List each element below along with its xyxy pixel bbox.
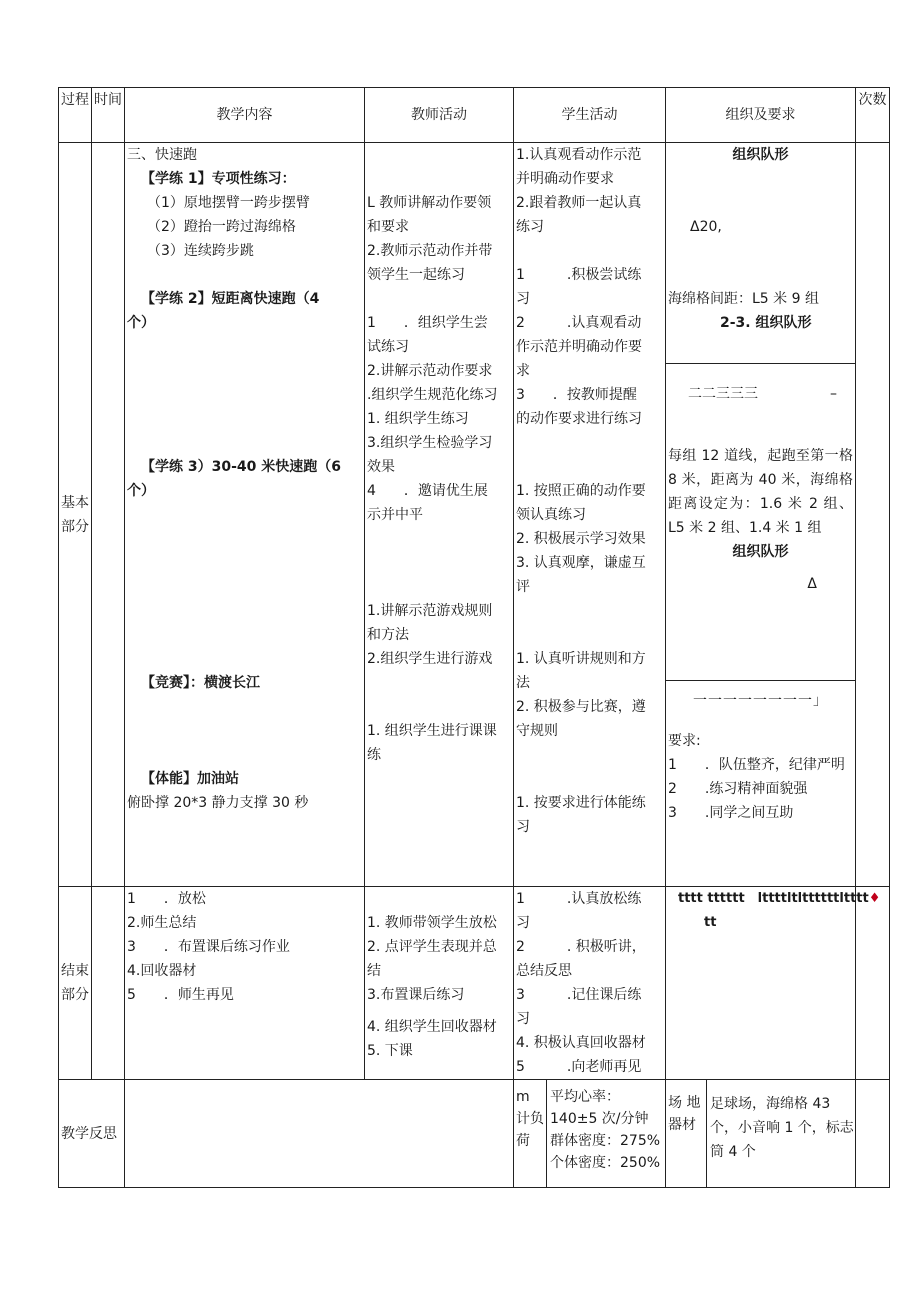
venue-detail: 足球场，海绵格 43 个，小音响 1 个，标志筒 4 个 bbox=[710, 1096, 854, 1160]
student-line: 2. 积极展示学习效果 bbox=[516, 531, 646, 547]
ending-student-cell bbox=[514, 887, 666, 1080]
ending-student-line: 1 .认真放松练 bbox=[516, 891, 642, 907]
ending-teacher-line: 4. 组织学生回收器材 bbox=[367, 1019, 497, 1035]
student-line: 习 bbox=[516, 819, 530, 835]
teacher-line: 和要求 bbox=[367, 219, 409, 235]
load-cell bbox=[514, 1080, 666, 1188]
requirement-item: 3 .同学之间互助 bbox=[668, 805, 794, 821]
basic-student-cell bbox=[514, 143, 666, 887]
line-marks: 一一一一一一一一」 bbox=[693, 693, 828, 709]
ending-content-line: 4.回收器材 bbox=[127, 963, 197, 979]
drill1-title: 【学练 1】专项性练习： bbox=[141, 171, 296, 187]
requirement-item: 2 .练习精神面貌强 bbox=[668, 781, 808, 797]
student-line: 领认真练习 bbox=[516, 507, 586, 523]
student-line: 法 bbox=[516, 675, 530, 691]
student-line: 练习 bbox=[516, 219, 544, 235]
ending-teacher-line: 3.布置课后练习 bbox=[367, 987, 465, 1003]
student-line: 1. 按要求进行体能练 bbox=[516, 795, 646, 811]
heart-rate: 平均心率：140±5 次/分钟 bbox=[550, 1089, 649, 1127]
basic-count-cell bbox=[856, 143, 890, 887]
game-title: 【竞赛】：横渡长江 bbox=[141, 675, 260, 691]
ending-teacher-line: 5. 下课 bbox=[367, 1043, 413, 1059]
ending-content-cell bbox=[125, 887, 365, 1080]
student-line: 3 ．按教师提醒 bbox=[516, 387, 637, 403]
ending-content-line: 2.师生总结 bbox=[127, 915, 197, 931]
teacher-line: 4 ．邀请优生展 bbox=[367, 483, 488, 499]
drill2-title: 【学练 2】短距离快速跑（4 bbox=[141, 291, 320, 307]
triangle-marker: Δ20, bbox=[690, 219, 722, 235]
formation-title: 组织队形 bbox=[732, 544, 789, 560]
teacher-line: .组织学生规范化练习 bbox=[367, 387, 498, 403]
teacher-line: 2.组织学生进行游戏 bbox=[367, 651, 493, 667]
diamond-icon: ♦ bbox=[868, 891, 881, 906]
header-row bbox=[59, 88, 890, 143]
teacher-line: 3.组织学生检验学习 bbox=[367, 435, 493, 451]
teacher-line: 练 bbox=[367, 747, 381, 763]
load-values bbox=[547, 1080, 665, 1187]
teacher-line: 和方法 bbox=[367, 627, 409, 643]
student-line: 并明确动作要求 bbox=[516, 171, 614, 187]
student-line: 习 bbox=[516, 291, 530, 307]
teacher-line: 2.讲解示范动作要求 bbox=[367, 363, 493, 379]
student-line: 评 bbox=[516, 579, 530, 595]
reflection-row bbox=[59, 1080, 890, 1188]
venue-label: 场 地器材 bbox=[666, 1080, 707, 1187]
student-line: 作示范并明确动作要 bbox=[516, 339, 642, 355]
header-process: 过程 bbox=[59, 88, 92, 143]
student-line: 的动作要求进行练习 bbox=[516, 411, 642, 427]
ending-student-line: 习 bbox=[516, 915, 530, 931]
requirement-title: 要求: bbox=[668, 733, 701, 749]
ending-label: 结束 部分 bbox=[59, 887, 92, 1080]
student-line: 1.认真观看动作示范 bbox=[516, 147, 642, 163]
relax-formation: tttt tttttt lttttltlttttttltttt♦ bbox=[678, 891, 881, 906]
teacher-line: 2.教师示范动作并带 bbox=[367, 243, 493, 259]
ending-student-line: 总结反思 bbox=[516, 963, 572, 979]
fitness-detail: 俯卧撑 20*3 静力支撑 30 秒 bbox=[127, 795, 309, 811]
student-line: 2 .认真观看动 bbox=[516, 315, 642, 331]
relax-formation-row2: tt bbox=[704, 915, 717, 930]
basic-content-cell bbox=[125, 143, 365, 887]
student-line: 1. 按照正确的动作要 bbox=[516, 483, 646, 499]
ending-section-row bbox=[59, 887, 890, 1080]
student-line: 3. 认真观摩，谦虚互 bbox=[516, 555, 646, 571]
teacher-line: 效果 bbox=[367, 459, 395, 475]
basic-organization-cell bbox=[666, 143, 856, 887]
ending-content-line: 3 ．布置课后练习作业 bbox=[127, 939, 290, 955]
teacher-line: 示并中平 bbox=[367, 507, 423, 523]
ending-student-line: 习 bbox=[516, 1011, 530, 1027]
teacher-line: 1 ．组织学生尝 bbox=[367, 315, 488, 331]
teacher-line: 1.讲解示范游戏规则 bbox=[367, 603, 493, 619]
student-line: 守规则 bbox=[516, 723, 558, 739]
drill2-tail: 个） bbox=[127, 315, 155, 331]
drill1-item: （2）蹬抬一跨过海绵格 bbox=[147, 219, 296, 235]
section-title: 三、快速跑 bbox=[127, 147, 197, 163]
ending-count-cell bbox=[856, 887, 890, 1080]
ending-student-line: 5 .向老师再见 bbox=[516, 1059, 642, 1075]
basic-time-cell bbox=[92, 143, 125, 887]
ending-teacher-line: 1. 教师带领学生放松 bbox=[367, 915, 497, 931]
header-student: 学生活动 bbox=[514, 88, 666, 143]
sponge-spacing: 海绵格间距：L5 米 9 组 bbox=[668, 291, 819, 307]
header-count: 次数 bbox=[856, 88, 890, 143]
basic-section-row bbox=[59, 143, 890, 887]
teacher-line: 1. 组织学生练习 bbox=[367, 411, 469, 427]
student-line: 2. 积极参与比赛，遵 bbox=[516, 699, 646, 715]
load-label: m 计负荷 bbox=[514, 1080, 547, 1187]
triangle-marker: Δ bbox=[807, 576, 817, 592]
reflection-count-cell bbox=[856, 1080, 890, 1188]
ending-teacher-line: 2. 点评学生表现并总 bbox=[367, 939, 497, 955]
venue-cell bbox=[666, 1080, 856, 1188]
header-teacher: 教师活动 bbox=[365, 88, 514, 143]
org-detail: 每组 12 道线，起跑至第一格 8 米，距离为 40 米，海绵格距离设定为：1.6 米 2 组、L5 米 2 组、1.4 米 1 组 bbox=[668, 448, 853, 536]
ending-student-line: 4. 积极认真回收器材 bbox=[516, 1035, 646, 1051]
drill3-tail: 个） bbox=[127, 483, 155, 499]
header-organization: 组织及要求 bbox=[666, 88, 856, 143]
teacher-line: 1. 组织学生进行课课 bbox=[367, 723, 497, 739]
ending-content-line: 5 ．师生再见 bbox=[127, 987, 234, 1003]
header-time: 时间 bbox=[92, 88, 125, 143]
teacher-line: 领学生一起练习 bbox=[367, 267, 465, 283]
reflection-body bbox=[125, 1080, 514, 1188]
ending-organization-cell bbox=[666, 887, 881, 1080]
teacher-line: 试练习 bbox=[367, 339, 409, 355]
reflection-label: 教学反思 bbox=[59, 1080, 125, 1188]
ending-time-cell bbox=[92, 887, 125, 1080]
requirement-item: 1 ．队伍整齐，纪律严明 bbox=[668, 757, 845, 773]
formation-title: 2-3. 组织队形 bbox=[720, 315, 812, 331]
lesson-plan-table bbox=[58, 87, 890, 1188]
fitness-title: 【体能】加油站 bbox=[141, 771, 239, 787]
ending-student-line: 2 . 积极听讲， bbox=[516, 939, 646, 955]
drill1-item: （3）连续跨步跳 bbox=[147, 243, 254, 259]
student-line: 求 bbox=[516, 363, 530, 379]
student-line: 2.跟着教师一起认真 bbox=[516, 195, 642, 211]
drill1-item: （1）原地摆臂一跨步摆臂 bbox=[147, 195, 310, 211]
formation-title: 组织队形 bbox=[732, 147, 789, 163]
teacher-line: L 教师讲解动作要领 bbox=[367, 195, 492, 211]
drill3-title: 【学练 3）30-40 米快速跑（6 bbox=[141, 459, 342, 475]
lane-marks: 二二三三三 – bbox=[688, 386, 837, 402]
density: 群体密度：275% 个体密度：250% bbox=[550, 1133, 661, 1171]
basic-label: 基本 部分 bbox=[59, 143, 92, 887]
student-line: 1. 认真听讲规则和方 bbox=[516, 651, 646, 667]
ending-student-line: 3 .记住课后练 bbox=[516, 987, 642, 1003]
ending-teacher-line: 结 bbox=[367, 963, 381, 979]
basic-teacher-cell bbox=[365, 143, 514, 887]
student-line: 1 .积极尝试练 bbox=[516, 267, 642, 283]
ending-content-line: 1 ．放松 bbox=[127, 891, 206, 907]
header-content: 教学内容 bbox=[125, 88, 365, 143]
ending-teacher-cell bbox=[365, 887, 514, 1080]
